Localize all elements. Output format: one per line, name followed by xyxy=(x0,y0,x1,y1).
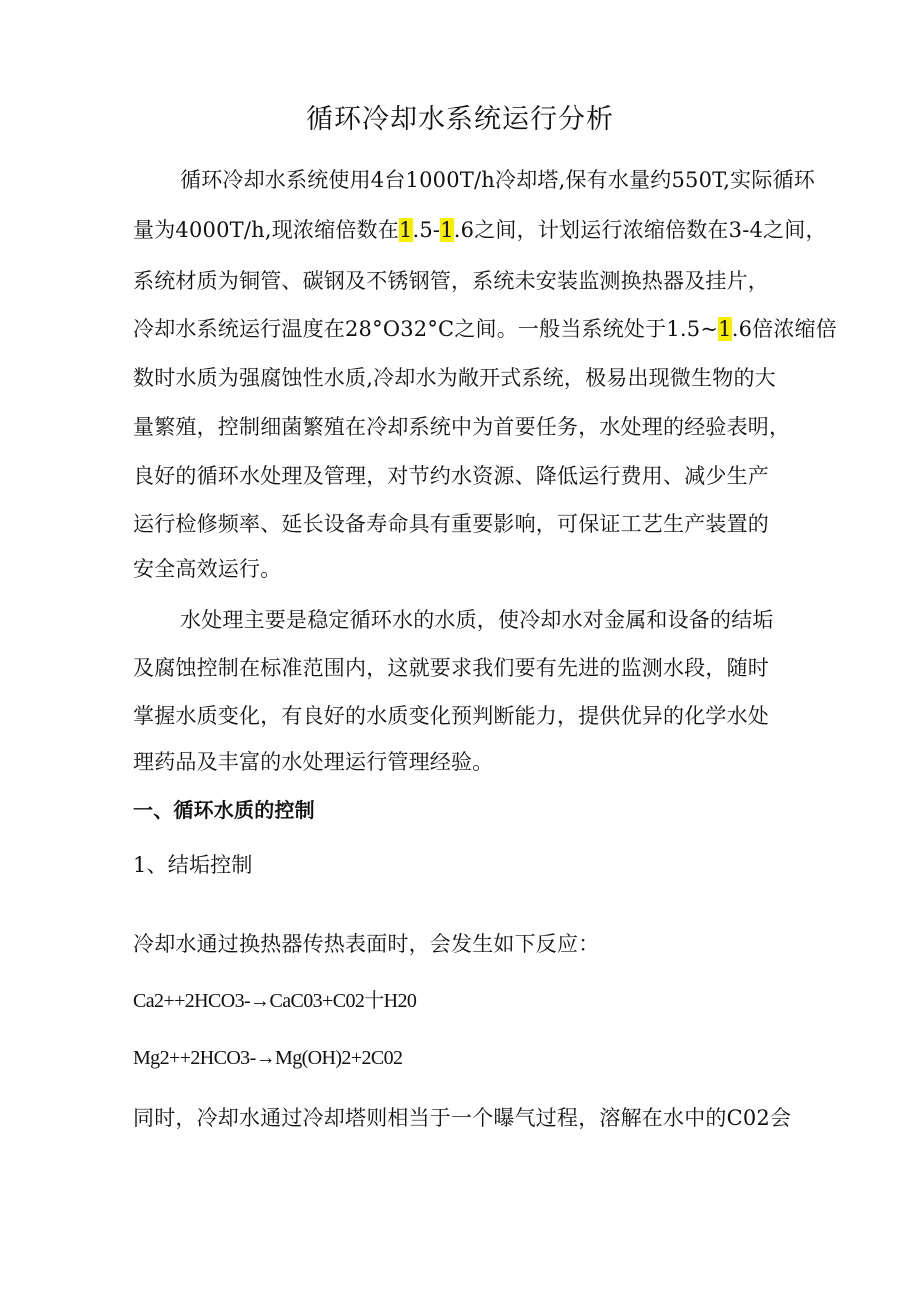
equation-calcium: Ca2++2HCO3-→CaC03+C02十H20 xyxy=(133,990,417,1012)
paragraph1-line4-text-a: 冷却水系统运行温度在28°O32°C之间。一般当系统处于1.5~ xyxy=(133,317,719,341)
paragraph1-line1: 循环冷却水系统使用4台1000T/h冷却塔,保有水量约550T,实际循环 xyxy=(180,168,815,192)
paragraph1-line9: 安全高效运行。 xyxy=(133,557,282,581)
paragraph1-line7: 良好的循环水处理及管理，对节约水资源、降低运行费用、减少生产 xyxy=(133,464,769,488)
paragraph1-line6: 量繁殖，控制细菌繁殖在冷却系统中为首要任务，水处理的经验表明， xyxy=(133,415,791,439)
section-heading: 一、循环水质的控制 xyxy=(133,798,315,822)
subsection-heading: 1、结垢控制 xyxy=(133,853,253,877)
paragraph1-line2-text-b: .5- xyxy=(412,218,441,242)
reaction-intro: 冷却水通过换热器传热表面时，会发生如下反应： xyxy=(133,932,600,956)
paragraph1-line8: 运行检修频率、延长设备寿命具有重要影响，可保证工艺生产装置的 xyxy=(133,512,769,536)
paragraph1-line4-text-b: .6倍浓缩倍 xyxy=(731,317,837,341)
document-title: 循环冷却水系统运行分析 xyxy=(306,104,614,135)
paragraph2-line2: 及腐蚀控制在标准范围内，这就要求我们要有先进的监测水段，随时 xyxy=(133,656,769,680)
paragraph2-line1: 水处理主要是稳定循环水的水质，使冷却水对金属和设备的结垢 xyxy=(180,608,774,632)
highlight-mark: 1 xyxy=(398,218,413,242)
paragraph1-line2-text-c: .6之间，计划运行浓缩倍数在3-4之间， xyxy=(453,218,827,242)
paragraph2-line3: 掌握水质变化，有良好的水质变化预判断能力，提供优异的化学水处 xyxy=(133,704,769,728)
paragraph1-line4 xyxy=(133,312,837,346)
paragraph1-line2 xyxy=(133,213,827,247)
highlight-mark: 1 xyxy=(718,317,732,341)
paragraph1-line5: 数时水质为强腐蚀性水质,冷却水为敞开式系统，极易出现微生物的大 xyxy=(133,366,776,390)
highlight-mark: 1 xyxy=(440,218,454,242)
paragraph1-line2-text-a: 量为4000T/h,现浓缩倍数在 xyxy=(133,218,399,242)
equation-magnesium: Mg2++2HCO3-→Mg(OH)2+2C02 xyxy=(133,1047,403,1069)
closing-line: 同时，冷却水通过冷却塔则相当于一个曝气过程，溶解在水中的C02会 xyxy=(133,1106,792,1130)
paragraph1-line3: 系统材质为铜管、碳钢及不锈钢管，系统未安装监测换热器及挂片， xyxy=(133,269,769,293)
paragraph2-line4: 理药品及丰富的水处理运行管理经验。 xyxy=(133,750,494,774)
